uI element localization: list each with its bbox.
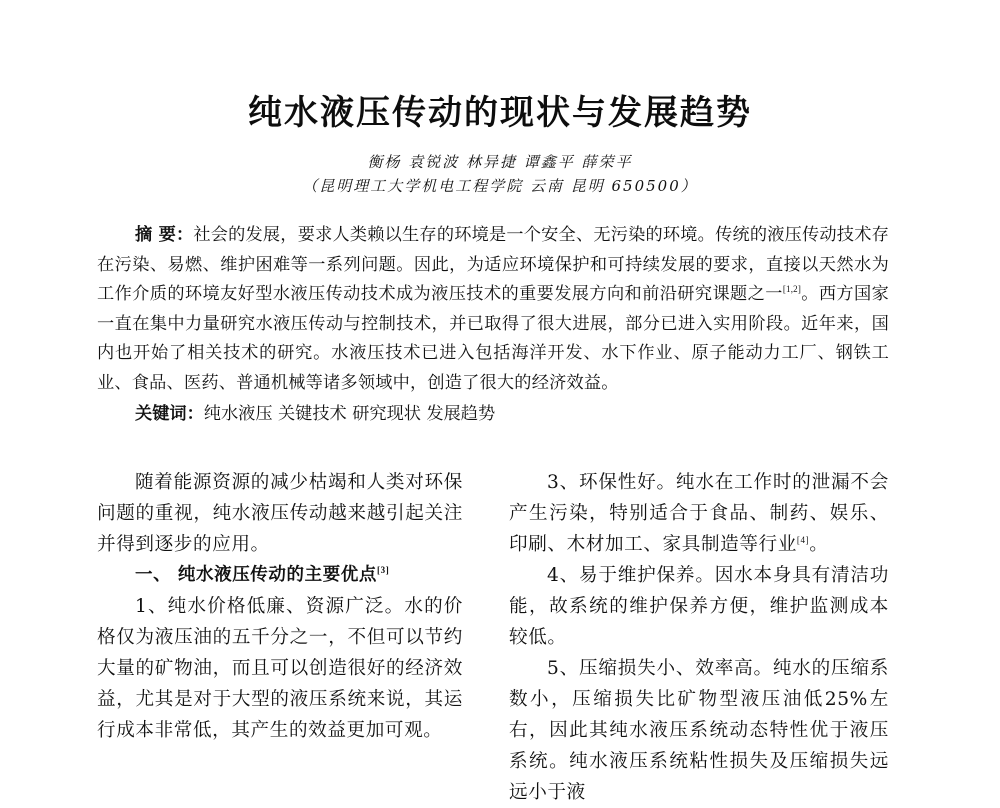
keywords [135, 400, 895, 430]
paper-title: 纯水液压传动的现状与发展趋势 [248, 93, 752, 133]
body-column-right [509, 467, 889, 808]
abstract-label: 摘 要： [135, 225, 194, 245]
author-list: 衡杨 袁锐波 林异捷 谭鑫平 薛荣平 [367, 153, 633, 171]
section-heading [97, 560, 463, 591]
keywords-list: 纯水液压 关键技术 研究现状 发展趋势 [203, 404, 496, 424]
advantage-5-paragraph: 5、压缩损失小、效率高。纯水的压缩系数小，压缩损失比矿物型液压油低25%左右，因此其纯水液压系统动态特性优于液压系统。纯水液压系统粘性损失及压缩损失远远小于液 [509, 658, 889, 803]
author-affiliation: （昆明理工大学机电工程学院 云南 昆明 650500） [302, 177, 698, 195]
abstract-text: 社会的发展，要求人类赖以生存的环境是一个安全、无污染的环境。传统的液压传动技术存在污染、易燃、维护困难等一系列问题。因此，为适应环境保护和可持续发展的要求，直接以天然水为工作介质的环境友好型水液压传动技术成为液压技术的重要发展方向和前沿研究课题之一 [97, 225, 889, 305]
citation-marker: [4] [796, 535, 810, 545]
abstract-text-continued: 。西方国家一直在集中力量研究水液压传动与控制技术，并已取得了很大进展，部分已进入实用阶段。近年来，国内也开始了相关技术的研究。水液压技术已进入包括海洋开发、水下作业、原子能动力工厂、钢铁工业、食品、医药、普通机械等诸多领域中，创造了很大的经济效益。 [97, 284, 889, 393]
advantage-3-end: 。 [809, 534, 829, 555]
citation-marker: [1,2] [782, 284, 802, 295]
advantage-4-paragraph: 4、易于维护保养。因水本身具有清洁功能，故系统的维护保养方便，维护监测成本较低。 [509, 565, 889, 648]
advantage-3-paragraph [509, 467, 889, 560]
abstract [97, 221, 889, 399]
intro-paragraph: 随着能源资源的减少枯竭和人类对环保问题的重视，纯水液压传动越来越引起关注并得到逐步的应用。 [97, 472, 463, 555]
citation-marker: [3] [377, 565, 390, 575]
advantage-1-paragraph: 1、纯水价格低廉、资源广泛。水的价格仅为液压油的五千分之一，不但可以节约大量的矿物油，而且可以创造很好的经济效益，尤其是对于大型的液压系统来说，其运行成本非常低，其产生的效益更加可观。 [97, 596, 463, 741]
body-column-left [97, 467, 463, 746]
section-heading-text: 一、 纯水液压传动的主要优点 [135, 565, 377, 585]
advantage-3-text: 3、环保性好。纯水在工作时的泄漏不会产生污染，特别适合于食品、制药、娱乐、印刷、木材加工、家具制造等行业 [509, 472, 889, 555]
keywords-label: 关键词： [135, 404, 204, 424]
